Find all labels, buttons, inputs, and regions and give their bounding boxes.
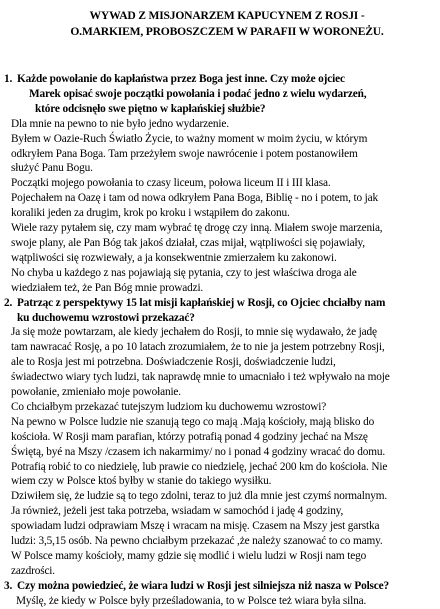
answer-line: Dla mnie na pewno to nie było jedno wydarzenie. — [11, 117, 229, 130]
answer-line: No chyba u każdego z nas pojawiają się pytania, czy to jest właściwa droga ale — [11, 266, 357, 279]
title-line-1: WYWAD Z MISJONARZEM KAPUCYNEM Z ROSJI - — [89, 9, 365, 22]
answer-line: Świętą, byé na Mszy /czasem ich nakarmimy/ no i ponad 4 godziny wracać do domu. — [11, 445, 386, 458]
answer-line: wątpliwości się rozwiewały, a ja konsekwentnie zmierzałem ku zakonowi. — [11, 251, 337, 264]
answer-line: wiem czy w Polsce ktoś byłby w stanie do takiego wysiłku. — [11, 475, 272, 488]
answer-line: spowiadam ludzi odprawiam Mszę i wracam na misję. Czasem na Mszy jest garstka — [11, 520, 380, 533]
question-number: 1. — [4, 73, 13, 85]
answer-line: ale to Rosja jest mi potrzebna. Doświadczenie Rosji, doświadczenie ludzi, — [11, 356, 336, 369]
answer-line: tam nawracać Rosję, a po 10 latach zrozumiałem, że to nie ja jestem potrzebny Rosji, — [11, 341, 385, 354]
question-number: 2. — [4, 296, 13, 309]
question-line: które odcisnęło swe piętno w kapłańskiej służbie? — [35, 102, 266, 115]
question-line: Patrząc z perspektywy 15 lat misji kapłańskiej w Rosji, co Ojciec chciałby nam — [17, 296, 386, 309]
answer-line: wiedziałem też, że Pan Bóg mnie prowadzi. — [11, 281, 204, 294]
answer-line: kościoła. W Rosji mam parafian, którzy potrafią ponad 4 godziny jechać na Mszę — [11, 430, 368, 443]
interview-body — [4, 72, 436, 609]
answer-line: Potrafią robić to co niedzielę, lub prawie co niedzielę, jechać 200 km do kościoła. Nie — [11, 460, 388, 473]
answer-line: Dziwiłem się, że ludzie są to tego zdolni, teraz to już dla mnie jest czymś normalnym. — [11, 490, 388, 503]
answer-line: W Polsce mamy kościoły, mamy gdzie się modlić i wielu ludzi w Rosji nam tego — [11, 550, 367, 562]
answer-1 — [4, 117, 436, 296]
answer-line: Pojechałem na Oazę i tam od nowa odkryłem Pana Boga, Biblię - no i potem, to jak — [11, 192, 378, 205]
question-number: 3. — [4, 579, 13, 592]
document-title — [0, 8, 440, 40]
answer-line: Na pewno w Polsce ludzie nie szanują tego co mają .Mają kościoły, mają blisko do — [11, 415, 375, 428]
question-text — [17, 296, 436, 326]
answer-line: Myślę, że kiedy w Polsce były prześladowania, to w Polsce też wiara była silna. — [16, 594, 367, 607]
question-line: Marek opisać swoje początki powołania i podać jedno z wielu wydarzeń, — [29, 87, 367, 100]
answer-line: ludzi: 3,5,15 osób. Na pewno chciałbym przekazać ,że należy szanować to co mamy. — [11, 535, 383, 548]
question-2 — [4, 296, 436, 326]
answer-line: Początki mojego powołania to czasy liceum, połowa liceum II i III klasa. — [11, 177, 331, 190]
answer-line: swoje plany, ale Pan Bóg tak jakoś działał, czas mijał, wątpliwości się pojawiały, — [11, 236, 365, 249]
answer-line: odkryłem Pana Boga. Tam przeżyłem swoje nawrócenie i potem postanowiłem — [11, 147, 358, 160]
answer-line: Byłem w Oazie-Ruch Światło Życie, to ważny moment w moim życiu, w którym — [11, 132, 368, 145]
answer-line: Co chciałbym przekazać tutejszym ludziom ku duchowemu wzrostowi? — [11, 400, 327, 413]
answer-line: służyć Panu Bogu. — [11, 162, 93, 175]
title-line-2: O.MARKIEM, PROBOSZCZEM W PARAFII W WORONEŻU. — [70, 25, 384, 38]
answer-line: Ja również, jeżeli jest taka potrzeba, wsiadam w samochód i jadę 4 godziny, — [11, 505, 344, 518]
answer-3 — [4, 594, 436, 609]
question-text — [17, 579, 436, 594]
answer-line: Wiele razy pytałem się, czy mam wybrać tę drogę czy inną. Miałem swoje marzenia, — [11, 222, 383, 235]
question-line: Każde powołanie do kapłaństwa przez Boga jest inne. Czy może ojciec — [17, 73, 345, 85]
question-line: ku duchowemu wzrostowi przekazać? — [17, 311, 195, 324]
answer-line: świadectwo wiary tych ludzi, tak naprawdę mnie to umacniało i też wpływało na moje — [11, 371, 390, 384]
answer-line: koraliki jeden za drugim, krok po kroku i wstąpiłem do zakonu. — [11, 207, 290, 220]
answer-line: powołanie, zmieniało moje powołanie. — [11, 386, 181, 399]
answer-line: Ja się może powtarzam, ale kiedy jechałem do Rosji, to mnie się wydawało, że jadę — [11, 326, 377, 339]
question-3 — [4, 579, 436, 594]
question-1 — [4, 72, 436, 117]
answer-line: zazdrości. — [11, 564, 55, 577]
question-line: Czy można powiedzieć, że wiara ludzi w Rosji jest silniejsza niż nasza w Polsce? — [17, 579, 390, 592]
answer-2 — [4, 325, 436, 578]
question-text — [17, 72, 436, 117]
